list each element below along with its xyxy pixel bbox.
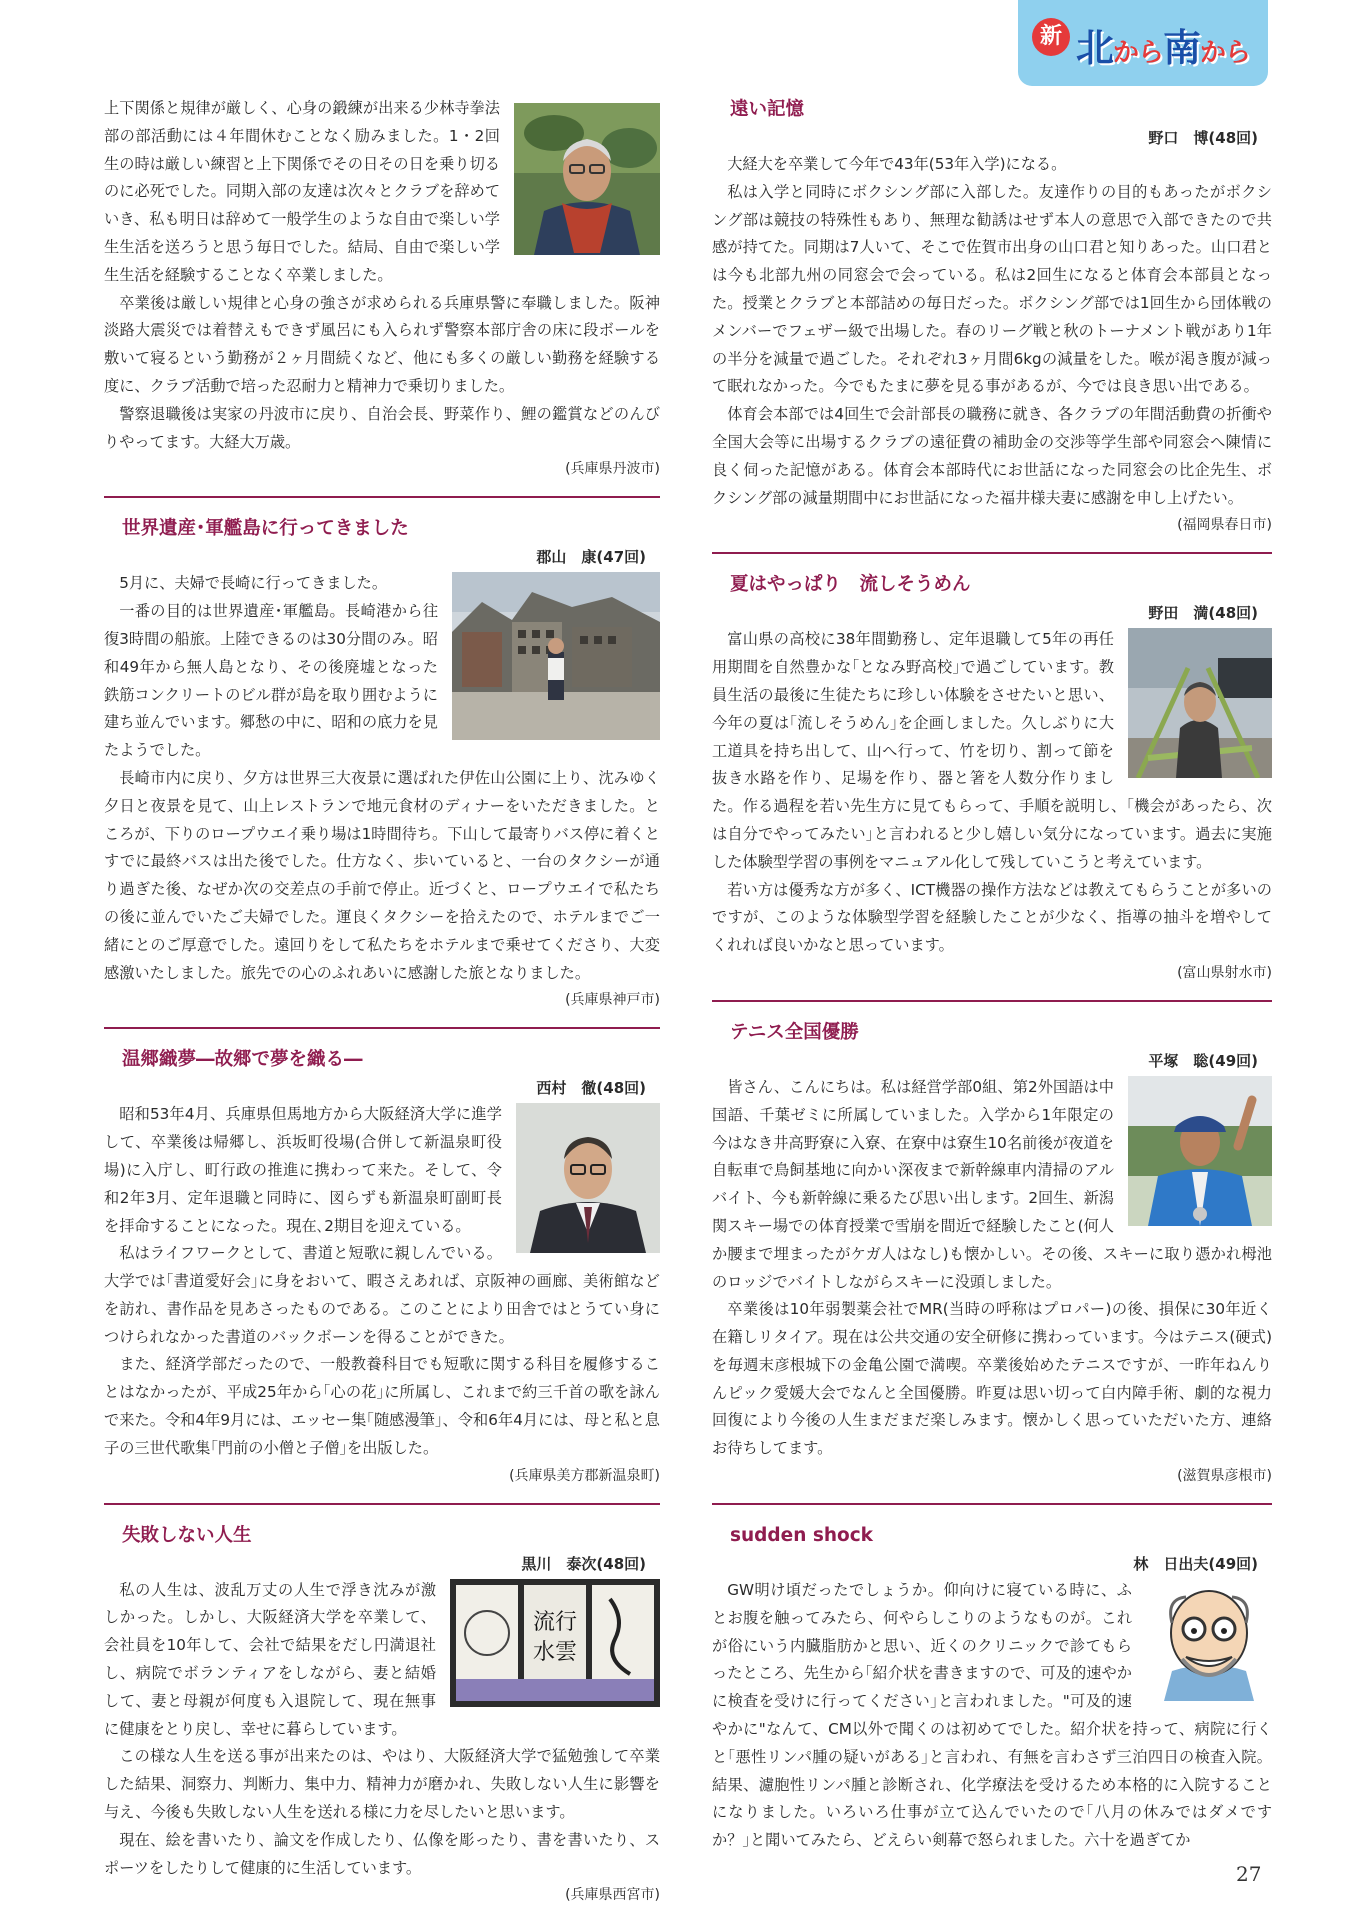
region-label: (兵庫県西宮市) — [565, 1887, 660, 1904]
paragraph: 上下関係と規律が厳しく、心身の鍛練が出来る少林寺拳法部の部活動には４年間休むことなく励みました。1・2回生の時は厳しい練習と上下関係でその日その日を乗り切るのに必死でした。同期入部の友達は次々とクラブを辞めていき、私も明日は辞めて一般学生のような自由で楽しい学生生活を送ろうと思う毎日でした。結局、自由で楽しい学生生活を経験することなく卒業しました。 — [104, 99, 500, 284]
calligraphy-text-2: 水雲 — [532, 1639, 578, 1665]
somen-photo — [1128, 628, 1272, 778]
paragraph: 若い方は優秀な方が多く、ICT機器の操作方法などは教えてもらうことが多いのですが、このような体験型学習を経験したことが少なく、指導の抽斗を増やしてくれれば良いかなと思っています。 — [712, 880, 1272, 955]
paragraph: 私はライフワークとして、書道と短歌に親しんでいる。大学では｢書道愛好会｣に身をおいて、暇さえあれば、京阪神の画廊、美術館などを訪れ、書作品を見あさったものである。このことにより田舎ではとうてい身につけられなかった書道のバックボーンを得ることができた。 — [104, 1244, 660, 1346]
section-title-minami: 南 — [1163, 26, 1201, 70]
section-title — [1076, 22, 1250, 79]
right-column — [712, 95, 1272, 1855]
paragraph: 昭和53年4月、兵庫県但馬地方から大阪経済大学に進学して、卒業後は帰郷し、浜坂町役場(合併して新温泉町役場)に入庁し、町行政の推進に携わって来た。そして、令和2年3月、定年退職と同時に、図らずも新温泉町副町長を拝命することになった。現在､2期目を迎えている。 — [104, 1105, 502, 1235]
region-label: (兵庫県丹波市) — [565, 461, 660, 478]
article-author: 林 日出夫(49回) — [1133, 1555, 1258, 1574]
article-title: テニス全国優勝 — [730, 1021, 859, 1043]
paragraph: 5月に、夫婦で長崎に行ってきました。 — [119, 574, 388, 593]
article-shippai-shinai — [104, 1521, 660, 1909]
article-tooi-kioku — [712, 95, 1272, 538]
article-author: 西村 徹(48回) — [536, 1079, 646, 1098]
calligraphy-text-1: 流行 — [532, 1609, 578, 1635]
paragraph: 私は入学と同時にボクシング部に入部した。友達作りの目的もあったがボクシング部は競技の特殊性もあり、無理な勧誘はせず本人の意思で入部できたので共感が持てた。同期は7人いて、そこで佐賀市出身の山口君と知りあった。山口君とは今も北部九州の同窓会で会っている。私は2回生になると体育会本部員となった。授業とクラブと本部詰めの毎日だった。ボクシング部では1回生から団体戦のメンバーでフェザー級で出場した。春のリーグ戦と秋のトーナメント戦があり1年の半分を減量で過ごした。それぞれ3ヶ月間6kgの減量をした。喉が渇き腹が減って眠れなかった。今でもたまに夢を見る事があるが、今では良き思い出である。 — [712, 182, 1272, 396]
article-continued — [104, 95, 660, 482]
region-label: (兵庫県神戸市) — [565, 992, 660, 1009]
paragraph: 私の人生は、波乱万丈の人生で浮き沈みが激しかった。しかし、大阪経済大学を卒業して、会社員を10年して、会社で結果をだし円満退社し、病院でボランティアをしながら、妻と結婚して、妻と母親が何度も入退院して、現在無事に健康をとり戻し、幸せに暮らしています。 — [104, 1580, 436, 1738]
paragraph: 卒業後は厳しい規律と心身の強さが求められる兵庫県警に奉職しました。阪神淡路大震災では着替えもできず風呂にも入られず警察本部庁舎の床に段ボールを敷いて寝るという勤務が２ヶ月間続くなど、他にも多くの厳しい勤務を経験する度に、クラブ活動で培った忍耐力と精神力で乗切りました。 — [104, 293, 660, 395]
article-author: 野口 博(48回) — [1148, 129, 1258, 147]
paragraph: 現在、絵を書いたり、論文を作成したり、仏像を彫ったり、書を書いたり、スポーツをしたりして健康的に生活しています。 — [104, 1830, 660, 1877]
article-title: 遠い記憶 — [730, 99, 805, 120]
article-title: sudden shock — [730, 1525, 873, 1547]
author-photo — [514, 103, 660, 255]
paragraph: 警察退職後は実家の丹波市に戻り、自治会長、野菜作り、鯉の鑑賞などのんびりやってます。大経大万歳。 — [104, 404, 660, 451]
calligraphy-photo — [450, 1579, 660, 1707]
article-nagashi-somen — [712, 570, 1272, 986]
region-label: (兵庫県美方郡新温泉町) — [509, 1467, 660, 1484]
paragraph: 皆さん、こんにちは。私は経営学部0組、第2外国語は中国語、千葉ゼミに所属していました。入学から1年限定の今はなき井高野寮に入寮、在寮中は寮生10名前後が夜道を自転車で鳥飼基地に向かい深夜まで新幹線車内清掃のアルバイト、今も新幹線に乗るたび思い出します。2回生、新潟関スキー場での体育授業で雪崩を間近で経験したこと(何人か腰まで埋まったがケガ人はなし)も懐かしい。その後、スキーに取り憑かれ栂池のロッジでバイトしながらスキーに没頭しました。 — [712, 1077, 1272, 1291]
article-title: 失敗しない人生 — [122, 1524, 252, 1546]
divider — [712, 552, 1272, 554]
paragraph: 一番の目的は世界遺産･軍艦島。長崎港から往復3時間の船旅。上陸できるのは30分間のみ。昭和49年から無人島となり、その後廃墟となった鉄筋コンクリートのビル群が島を取り囲むように建ち並んでいます。郷愁の中に、昭和の底力を見たようでした。 — [104, 602, 438, 760]
paragraph: 大経大を卒業して今年で43年(53年入学)になる。 — [727, 155, 1067, 173]
region-label: (福岡県春日市) — [1177, 517, 1272, 534]
section-title-kara-1: から — [1113, 38, 1164, 68]
paragraph: 富山県の高校に38年間勤務し、定年退職して5年の再任用期間を自然豊かな｢となみ野高校｣で過ごしています。教員生活の最後に生徒たちに珍しい体験をさせたいと思い、今年の夏は｢流しそうめん｣を企画しました。久しぶりに大工道具を持ち出して、山へ行って、竹を切り、割って節を抜き水路を作り、足場を作り、器と箸を人数分作りました。作る過程を若い先生方に見てもらって、手順を説明し、｢機会があったら、次は自分でやってみたい｣と言われると少し嬉しい気分になっています。過去に実施した体験型学習の事例をマニュアル化して残していこうと考えています。 — [712, 630, 1272, 871]
article-title: 温郷織夢―故郷で夢を織る― — [122, 1049, 363, 1071]
paragraph: 体育会本部では4回生で会計部長の職務に就き、各クラブの年間活動費の折衝や全国大会等に出場するクラブの遠征費の補助金の交渉等学生部や同窓会へ陳情に良く伺った記憶がある。体育会本部時代にお世話になった同窓会の比企先生、ボクシング部の減量期間中にお世話になった福井様夫妻に感謝を申し上げたい。 — [712, 405, 1272, 507]
region-label: (滋賀県彦根市) — [1177, 1468, 1272, 1485]
divider — [104, 496, 660, 498]
author-photo — [516, 1103, 660, 1253]
article-author: 野田 満(48回) — [1148, 604, 1258, 623]
gunkanjima-photo — [452, 572, 660, 740]
article-title: 世界遺産･軍艦島に行ってきました — [122, 518, 409, 540]
caricature-illustration — [1146, 1579, 1272, 1701]
article-gunkanjima — [104, 514, 660, 1013]
section-title-kara-2: から — [1200, 38, 1251, 68]
section-badge — [1018, 0, 1268, 86]
paragraph: 長崎市内に戻り、夕方は世界三大夜景に選ばれた伊佐山公園に上り、沈みゆく夕日と夜景を見て、山上レストランで地元食材のディナーをいただきました。ところが、下りのロープウエイ乗り場は1時間待ち。下山して最寄りバス停に着くとすでに最終バスは出た後でした。仕方なく、歩いていると、一台のタクシーが通り過ぎた後、なぜか次の交差点の手前で停止。近づくと、ロープウエイで私たちの後に並んでいたご夫婦でした。運良くタクシーを拾えたので、ホテルまでご一緒にとのご厚意でした。遠回りをして私たちをホテルまで乗せてくださり、大変感激いたしました。旅先での心のふれあいに感謝した旅となりました。 — [104, 768, 660, 982]
paragraph: 卒業後は10年弱製薬会社でMR(当時の呼称はプロパー)の後、損保に30年近く在籍しリタイア。現在は公共交通の安全研修に携わっています。今はテニス(硬式)を毎週末彦根城下の金亀公園で満喫。卒業後始めたテニスですが、一昨年ねんりんピック愛媛大会でなんと全国優勝。昨夏は思い切って白内障手術、劇的な視力回復により今後の人生まだまだ楽しみます。懐かしく思っていただいた方、連絡お待ちしてます。 — [712, 1300, 1272, 1458]
article-author: 平塚 聡(49回) — [1148, 1051, 1258, 1070]
article-author: 郡山 康(47回) — [536, 548, 646, 567]
page-number: 27 — [1236, 1862, 1262, 1886]
article-onkyo-shokumu — [104, 1045, 660, 1488]
divider — [712, 1000, 1272, 1002]
paragraph: GW明け頃だったでしょうか。仰向けに寝ている時に、ふとお腹を触ってみたら、何やらしこりのようなものが。これが俗にいう内臓脂肪かと思い、近くのクリニックで診てもらったところ、先生から｢紹介状を書きますので、可及的速やかに検査を受けに行ってください｣と言われました。"可及的速やかに"なんて、CM以外で聞くのは初めてでした。紹介状を持って、病院に行くと｢悪性リンパ腫の疑いがある｣と言われ、有無を言わさず三泊四日の検査入院。結果、濾胞性リンパ腫と診断され、化学療法を受けるため本格的に入院することになりました。いろいろ仕事が立て込んでいたので｢八月の休みではダメですか？｣と聞いてみたら、どえらい剣幕で怒られました。六十を過ぎてか — [712, 1581, 1272, 1850]
article-tennis — [712, 1018, 1272, 1489]
section-title-kita: 北 — [1076, 26, 1114, 70]
divider — [712, 1503, 1272, 1505]
new-badge: 新 — [1032, 18, 1070, 56]
left-column — [104, 95, 660, 1908]
article-sudden-shock — [712, 1521, 1272, 1855]
article-title: 夏はやっぱり 流しそうめん — [730, 574, 971, 596]
paragraph: この様な人生を送る事が出来たのは、やはり、大阪経済大学で猛勉強して卒業した結果、洞察力、判断力、集中力、精神力が磨かれ、失敗しない人生に影響を与え、今後も失敗しない人生を送れる様に力を尽したいと思います。 — [104, 1747, 660, 1822]
tennis-photo — [1128, 1076, 1272, 1226]
paragraph: また、経済学部だったので、一般教養科目でも短歌に関する科目を履修することはなかったが、平成25年から｢心の花｣に所属し、これまで約三千首の歌を詠んで来た。令和4年9月には、エッセー集｢随感漫筆｣、令和6年4月には、母と私と息子の三世代歌集｢門前の小僧と子僧｣を出版した。 — [104, 1355, 660, 1457]
region-label: (富山県射水市) — [1177, 964, 1272, 981]
divider — [104, 1503, 660, 1505]
article-author: 黒川 泰次(48回) — [521, 1554, 646, 1573]
divider — [104, 1027, 660, 1029]
